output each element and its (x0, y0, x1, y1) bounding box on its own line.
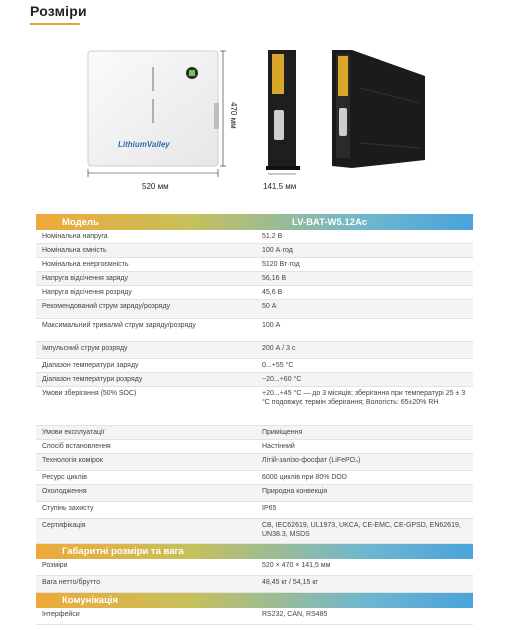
table-row (36, 454, 473, 471)
row-value: 51,2 В (262, 233, 283, 240)
row-value: IP65 (262, 505, 277, 512)
title-underline (30, 23, 80, 25)
row-label: Діапазон температури заряду (42, 362, 139, 369)
table-row (36, 559, 473, 576)
row-label: Розміри (42, 562, 68, 569)
table-row (36, 519, 473, 544)
model-name: LV-BAT-W5.12Ac (292, 216, 368, 228)
row-label: Ступінь захисту (42, 505, 94, 512)
row-label: Максимальний тривалий струм заряду/розряду (42, 322, 196, 329)
section-header (36, 544, 473, 559)
row-label: Номінальна ємність (42, 247, 107, 254)
section-title: Комунікація (62, 595, 119, 606)
row-value: CB, IEC62619, UL1973, UKCA, CE-EMC, CE-GPSD, EN62619, UN38.3, MSDS (262, 522, 461, 538)
row-label: Охолодження (42, 488, 87, 495)
row-value: 0...+55 °C (262, 362, 294, 369)
row-label: Технологія комірок (42, 457, 103, 464)
row-value: RS232, CAN, RS485 (262, 611, 328, 618)
row-label: Сертифікація (42, 522, 86, 529)
section-header (36, 593, 473, 608)
row-value: 48,45 кг / 54,15 кг (262, 579, 318, 586)
row-label: Імпульсний струм розряду (42, 345, 128, 352)
row-value: Приміщення (262, 429, 303, 436)
table-row (36, 485, 473, 502)
row-value: +20...+45 °C — до 3 місяців; зберігання при температурі 25 ± 3 °C подовжує термін зберігання; Вологість: 65±20% RH (262, 390, 466, 406)
battery-front-view (80, 45, 245, 185)
row-value: Настінний (262, 443, 295, 450)
row-label: Вага нетто/брутто (42, 579, 101, 586)
section-header (36, 214, 473, 230)
table-row (36, 300, 473, 319)
height-dimension: 470 мм (229, 102, 238, 129)
table-row (36, 244, 473, 258)
row-value: 56,16 В (262, 275, 287, 282)
table-row (36, 373, 473, 387)
row-label: Напруга відсічення розряду (42, 289, 132, 296)
table-row (36, 440, 473, 454)
page-title: Розміри (30, 3, 87, 19)
section-title: Модель (62, 216, 99, 228)
table-row (36, 502, 473, 519)
table-row (36, 258, 473, 272)
row-value: 5120 Вт·год (262, 261, 300, 268)
row-value: 520 × 470 × 141,5 мм (262, 562, 331, 569)
row-label: Номінальна напруга (42, 233, 108, 240)
width-dimension: 520 мм (142, 182, 169, 191)
table-row (36, 426, 473, 440)
table-row (36, 359, 473, 373)
row-label: Напруга відсічення заряду (42, 275, 129, 282)
row-value: 100 А·год (262, 247, 293, 254)
table-row (36, 286, 473, 300)
row-label: Діапазон температури розряду (42, 376, 143, 383)
row-value: 50 А (262, 303, 277, 310)
battery-side-view (262, 48, 307, 178)
table-row (36, 471, 473, 485)
row-label: Рекомендований струм заряду/розряду (42, 303, 171, 310)
row-label: Номінальна енергоємність (42, 261, 129, 268)
row-value: 45,6 В (262, 289, 283, 296)
table-row (36, 576, 473, 593)
row-label: Інтерфейси (42, 611, 80, 618)
table-row (36, 272, 473, 286)
battery-angled-view (330, 48, 430, 173)
row-label: Умови експлуатації (42, 429, 105, 436)
row-value: Природна конвекція (262, 488, 328, 495)
table-row (36, 608, 473, 625)
table-row (36, 342, 473, 359)
brand-logo: LithiumValley (118, 140, 170, 149)
section-title: Габаритні розміри та вага (62, 546, 184, 557)
row-label: Спосіб встановлення (42, 443, 111, 450)
table-row (36, 387, 473, 426)
row-label: Ресурс циклів (42, 474, 87, 481)
table-row (36, 319, 473, 342)
row-value: 200 А / 3 с (262, 345, 296, 352)
row-value: 6000 циклів при 80% DOD (262, 474, 347, 481)
row-value: Літій-залізо-фосфат (LiFePO₄) (262, 457, 361, 464)
row-value: 100 А (262, 322, 281, 329)
row-label: Умови зберігання (50% SOC) (42, 390, 137, 397)
spec-table (36, 214, 473, 625)
table-row (36, 230, 473, 244)
depth-dimension: 141.5 мм (263, 182, 297, 191)
row-value: −20...+60 °C (262, 376, 302, 383)
